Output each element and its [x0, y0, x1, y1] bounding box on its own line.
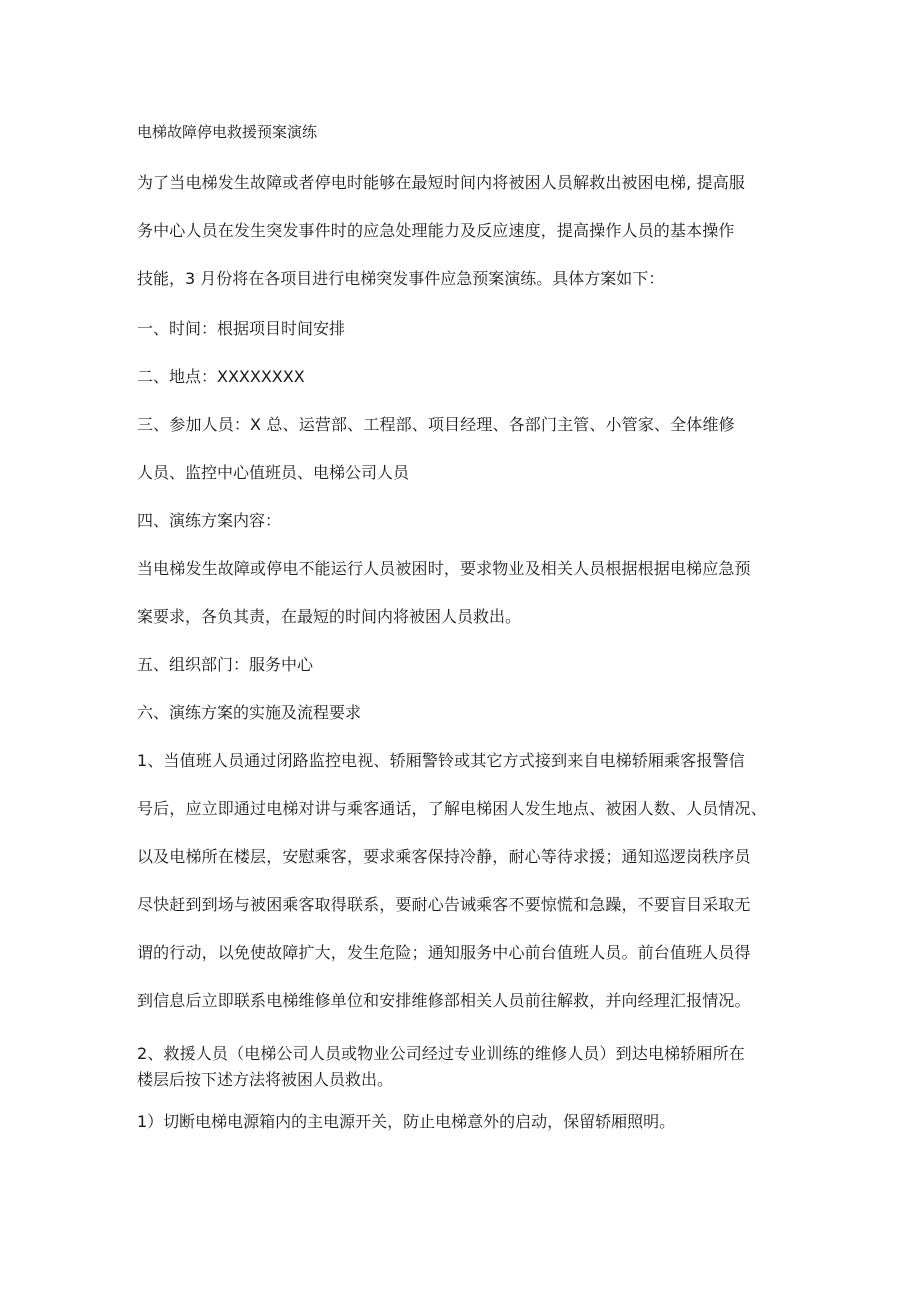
step1-line-5: 谓的行动，以免使故障扩大，发生危险；通知服务中心前台值班人员。前台值班人员得 [137, 943, 751, 962]
step1-line-6: 到信息后立即联系电梯维修单位和安排维修部相关人员前往解救，并向经理汇报情况。 [137, 991, 751, 1010]
step1-line-2: 号后，应立即通过电梯对讲与乘客通话，了解电梯困人发生地点、被困人数、人员情况、 [137, 799, 767, 818]
section-organizer: 五、组织部门：服务中心 [137, 655, 314, 674]
document-title: 电梯故障停电救援预案演练 [137, 123, 318, 141]
section-participants-line-2: 人员、监控中心值班员、电梯公司人员 [137, 463, 410, 482]
step2-line-2: 楼层后按下述方法将被困人员救出。 [137, 1070, 394, 1089]
intro-line-2: 务中心人员在发生突发事件时的应急处理能力及反应速度，提高操作人员的基本操作 [137, 221, 735, 240]
section-content-heading: 四、演练方案内容： [137, 511, 282, 530]
section-content-line-2: 案要求，各负其责，在最短的时间内将被困人员救出。 [137, 607, 522, 626]
step1-line-3: 以及电梯所在楼层，安慰乘客，要求乘客保持冷静，耐心等待求援；通知巡逻岗秩序员 [137, 847, 751, 866]
intro-line-1: 为了当电梯发生故障或者停电时能够在最短时间内将被困人员解救出被困电梯, 提高服 [137, 173, 746, 192]
intro-line-3: 技能，3 月份将在各项目进行电梯突发事件应急预案演练。具体方案如下： [137, 269, 665, 288]
section-content-line-1: 当电梯发生故障或停电不能运行人员被困时，要求物业及相关人员根据根据电梯应急预 [137, 559, 751, 578]
step2-substep-1: 1）切断电梯电源箱内的主电源开关，防止电梯意外的启动，保留轿厢照明。 [137, 1112, 676, 1131]
step1-line-1: 1、当值班人员通过闭路监控电视、轿厢警铃或其它方式接到来自电梯轿厢乘客报警信 [137, 751, 745, 770]
section-location: 二、地点：XXXXXXXX [137, 367, 305, 386]
section-time: 一、时间：根据项目时间安排 [137, 319, 346, 338]
step1-line-4: 尽快赶到到场与被困乘客取得联系，要耐心告诫乘客不要惊慌和急躁，不要盲目采取无 [137, 895, 751, 914]
section-participants-line-1: 三、参加人员：X 总、运营部、工程部、项目经理、各部门主管、小管家、全体维修 [137, 415, 735, 434]
section-procedure-heading: 六、演练方案的实施及流程要求 [137, 703, 362, 722]
step2-line-1: 2、救援人员（电梯公司人员或物业公司经过专业训练的维修人员）到达电梯轿厢所在 [137, 1044, 745, 1063]
